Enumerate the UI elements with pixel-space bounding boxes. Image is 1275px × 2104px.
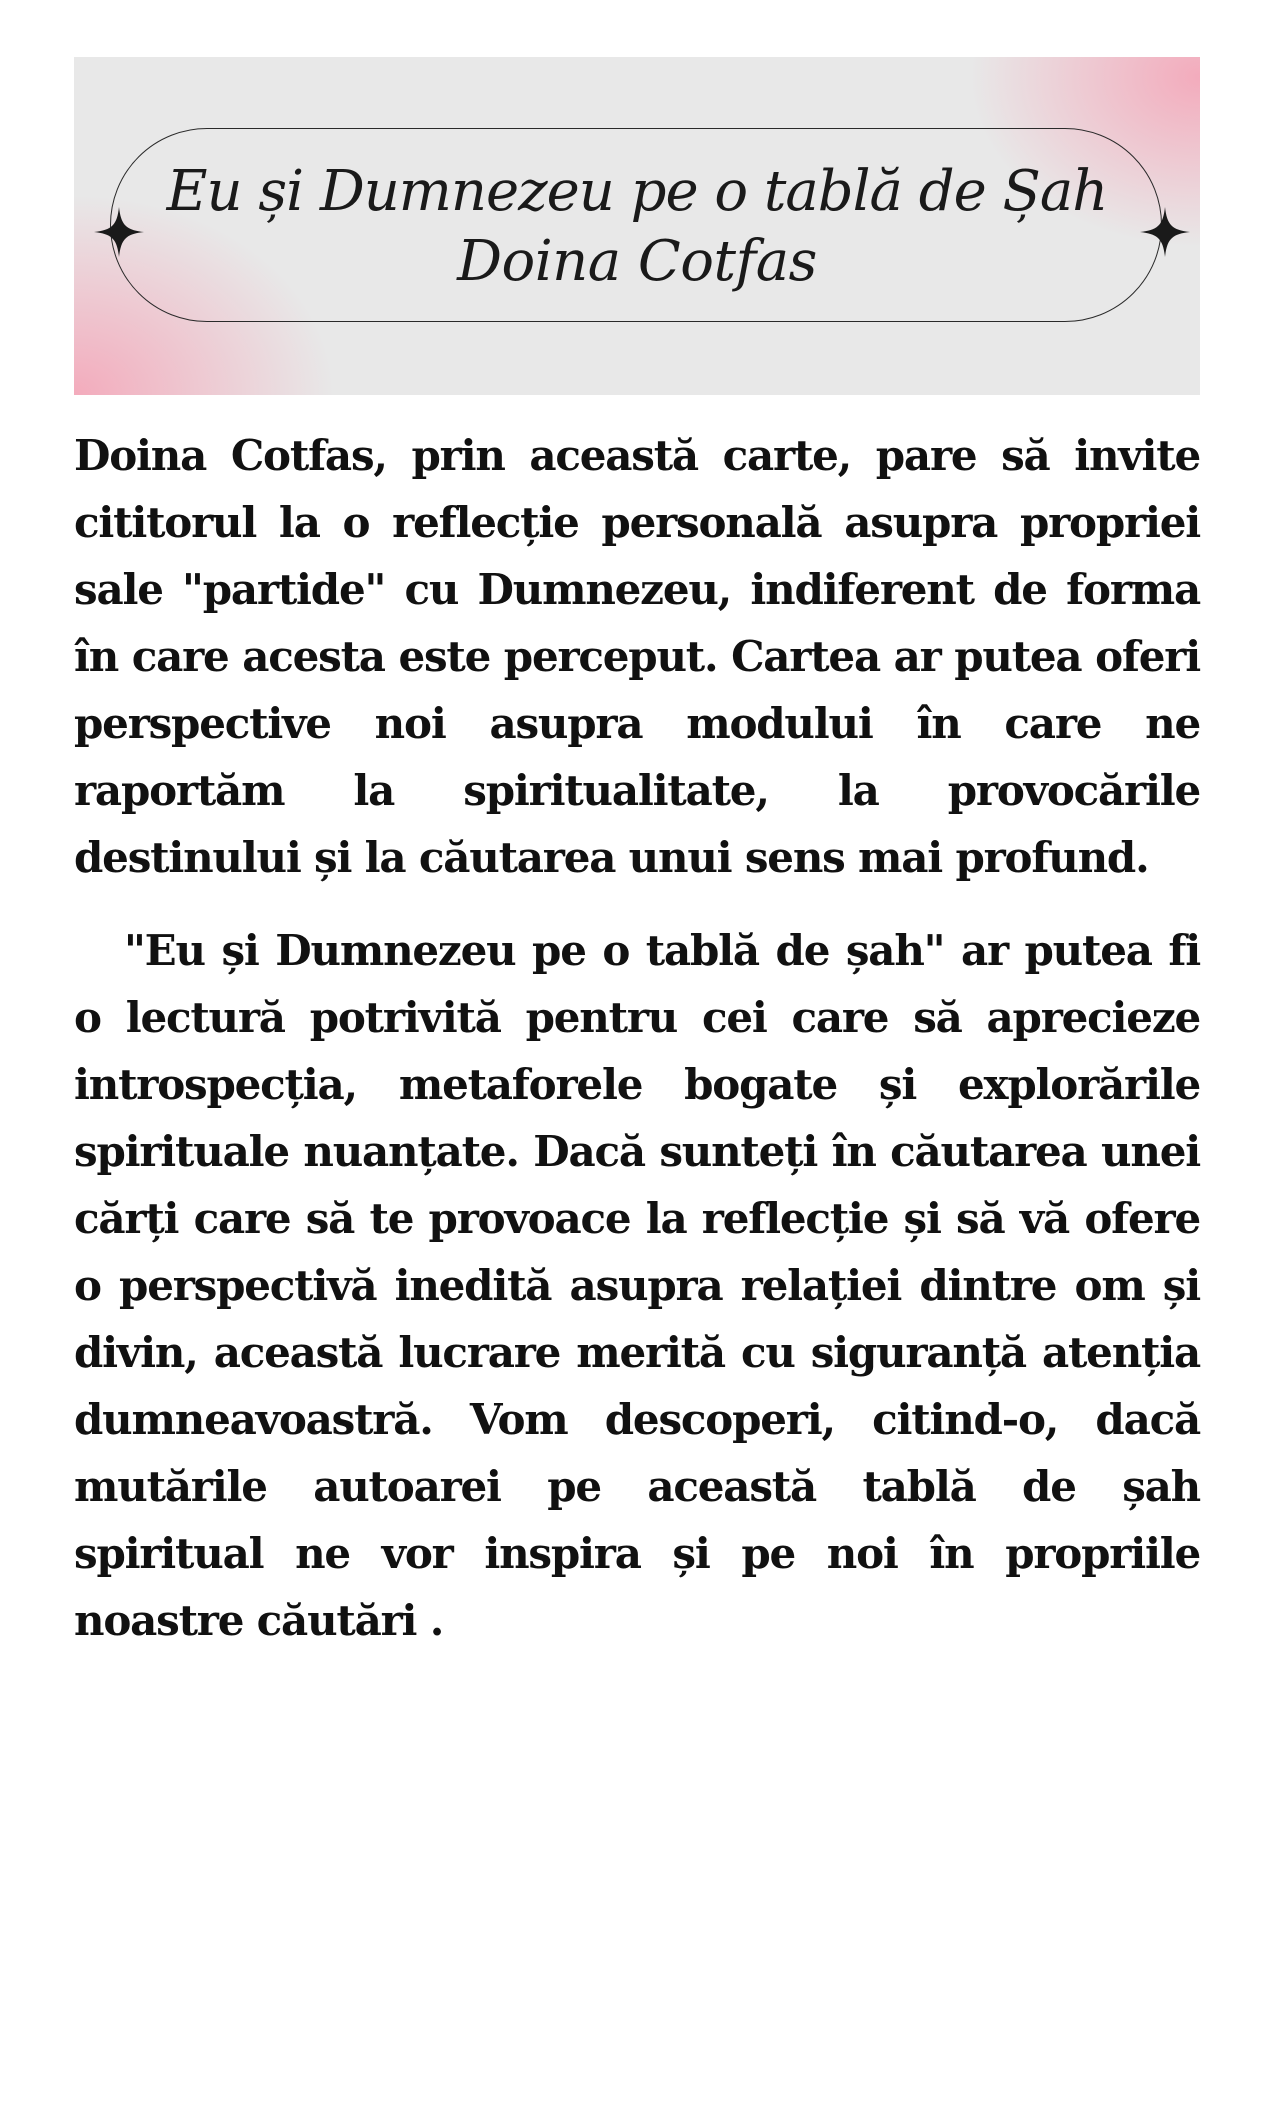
title-banner: [74, 57, 1200, 395]
sparkle-icon: [1140, 207, 1190, 257]
article-body: [74, 422, 1200, 1680]
paragraph: Doina Cotfas, prin această carte, pare să invite cititorul la o reflecție personală asupra propriei sale "partide" cu Dumnezeu, indiferent de forma în care acesta este perceput. Cartea ar putea oferi perspective noi asupra modului în care ne raportăm la spiritualitate, la provocările destinului și la căutarea unui sens mai profund.: [74, 431, 1200, 882]
paragraph: "Eu și Dumnezeu pe o tablă de șah" ar putea fi o lectură potrivită pentru cei care să aprecieze introspecția, metaforele bogate și explorările spirituale nuanțate. Dacă sunteți în căutarea unei cărți care să te provoace la reflecție și să vă ofere o perspectivă inedită asupra relației dintre om și divin, această lucrare merită cu siguranță atenția dumneavoastră. Vom descoperi, citind-o, dacă mutările autoarei pe această tablă de șah spiritual ne vor inspira și pe noi în propriile noastre căutări .: [74, 926, 1200, 1645]
title-text: Eu și Dumnezeu pe o tablă de Șah: [166, 159, 1108, 224]
book-title: [134, 157, 1140, 297]
author-name: Doina Cotfas: [457, 229, 817, 294]
